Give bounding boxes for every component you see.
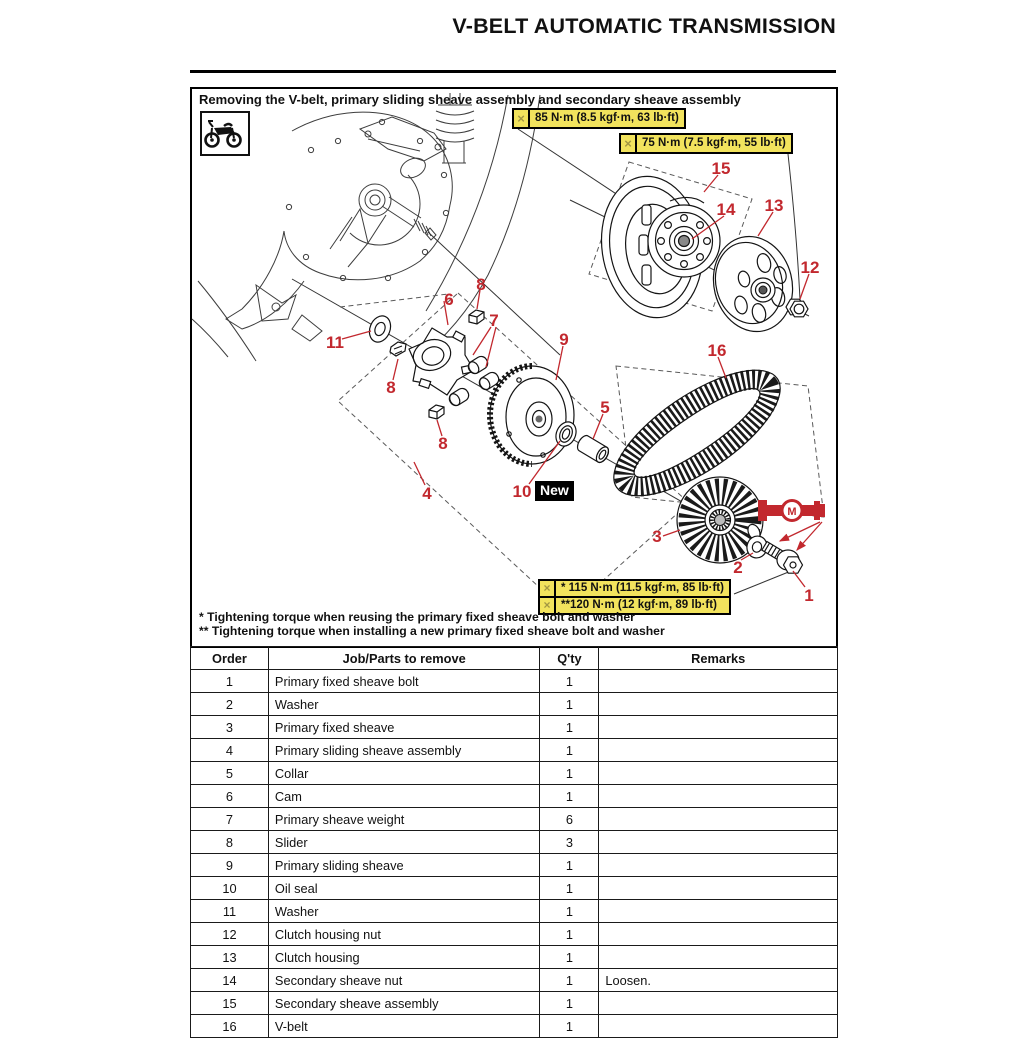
- callout-2: 2: [733, 558, 743, 577]
- wrench-icon: ×: [514, 110, 530, 127]
- new-part-badge: New: [535, 481, 574, 501]
- table-row: 14 Secondary sheave nut 1 Loosen.: [191, 969, 838, 992]
- callout-9: 9: [559, 330, 569, 349]
- parts-table: [190, 646, 838, 1038]
- footnote-reuse: * Tightening torque when reusing the primary fixed sheave bolt and washer: [199, 610, 635, 624]
- table-row: 12 Clutch housing nut 1: [191, 923, 838, 946]
- page-title: V-BELT AUTOMATIC TRANSMISSION: [452, 14, 836, 38]
- col-remarks: Remarks: [599, 647, 838, 670]
- torque-row-reuse: [540, 581, 729, 598]
- col-order: Order: [191, 647, 269, 670]
- table-row: 7 Primary sheave weight 6: [191, 808, 838, 831]
- torque-spec-85nm: [512, 108, 686, 129]
- torque-text: 75 N·m (7.5 kgf·m, 55 lb·ft): [642, 137, 786, 149]
- part-slider-top: [469, 310, 484, 324]
- title-divider: [190, 70, 836, 73]
- table-row: 9 Primary sliding sheave 1: [191, 854, 838, 877]
- callout-7: 7: [489, 311, 499, 330]
- wrench-icon: ×: [621, 135, 637, 152]
- table-row: 16 V-belt 1: [191, 1015, 838, 1038]
- torque-spec-75nm: [619, 133, 793, 154]
- part-slider-left: [390, 342, 406, 356]
- table-row: 11 Washer 1: [191, 900, 838, 923]
- callout-10: 10: [512, 482, 532, 501]
- section-heading: Removing the V-belt, primary sliding sheave assembly and secondary sheave assembly: [199, 92, 741, 107]
- oil-tool-letter: M: [787, 506, 797, 518]
- callout-13: 13: [764, 196, 784, 215]
- torque-footnotes: [199, 611, 665, 638]
- table-row: 5 Collar 1: [191, 762, 838, 785]
- callout-12: 12: [800, 258, 820, 277]
- col-job: Job/Parts to remove: [268, 647, 540, 670]
- part-primary-sliding-sheave: [490, 366, 574, 464]
- part-washer-11: [366, 313, 395, 346]
- table-header-row: [191, 647, 838, 670]
- diagram-panel: [190, 87, 838, 648]
- table-row: 6 Cam 1: [191, 785, 838, 808]
- callout-4: 4: [422, 484, 432, 503]
- table-row: 8 Slider 3: [191, 831, 838, 854]
- part-cam: [409, 328, 474, 395]
- table-row: 4 Primary sliding sheave assembly 1: [191, 739, 838, 762]
- part-secondary-sheave-assembly: [593, 170, 720, 325]
- exploded-diagram-svg: [192, 89, 836, 645]
- table-row: 3 Primary fixed sheave 1: [191, 716, 838, 739]
- callout-11: 11: [326, 333, 344, 352]
- table-row: 10 Oil seal 1: [191, 877, 838, 900]
- wrench-icon: ×: [540, 581, 556, 596]
- callout-6: 6: [444, 290, 454, 309]
- parts-table-body: [191, 670, 838, 1038]
- callout-8: 8: [476, 275, 486, 294]
- torque-text: 85 N·m (8.5 kgf·m, 63 lb·ft): [535, 112, 679, 124]
- callout-8: 8: [386, 378, 396, 397]
- wrench-icon: ×: [540, 598, 556, 613]
- table-row: 1 Primary fixed sheave bolt 1: [191, 670, 838, 693]
- torque-text: * 115 N·m (11.5 kgf·m, 85 lb·ft): [561, 582, 724, 594]
- part-slider-bottom: [429, 405, 444, 419]
- callout-1: 1: [804, 586, 814, 605]
- callout-16: 16: [707, 341, 727, 360]
- part-fixed-sheave-bolt: [762, 542, 803, 574]
- table-row: 2 Washer 1: [191, 693, 838, 716]
- part-clutch-housing-nut: [786, 299, 808, 317]
- callout-3: 3: [652, 527, 662, 546]
- callout-8: 8: [438, 434, 448, 453]
- motorcycle-icon: [200, 111, 250, 156]
- callout-15: 15: [711, 159, 731, 178]
- col-qty: Q'ty: [540, 647, 599, 670]
- footnote-new: ** Tightening torque when installing a new primary fixed sheave bolt and washer: [199, 623, 665, 638]
- table-row: 15 Secondary sheave assembly 1: [191, 992, 838, 1015]
- callout-14: 14: [716, 200, 736, 219]
- torque-text: **120 N·m (12 kgf·m, 89 lb·ft): [561, 599, 717, 611]
- table-row: 13 Clutch housing 1: [191, 946, 838, 969]
- callout-5: 5: [600, 398, 610, 417]
